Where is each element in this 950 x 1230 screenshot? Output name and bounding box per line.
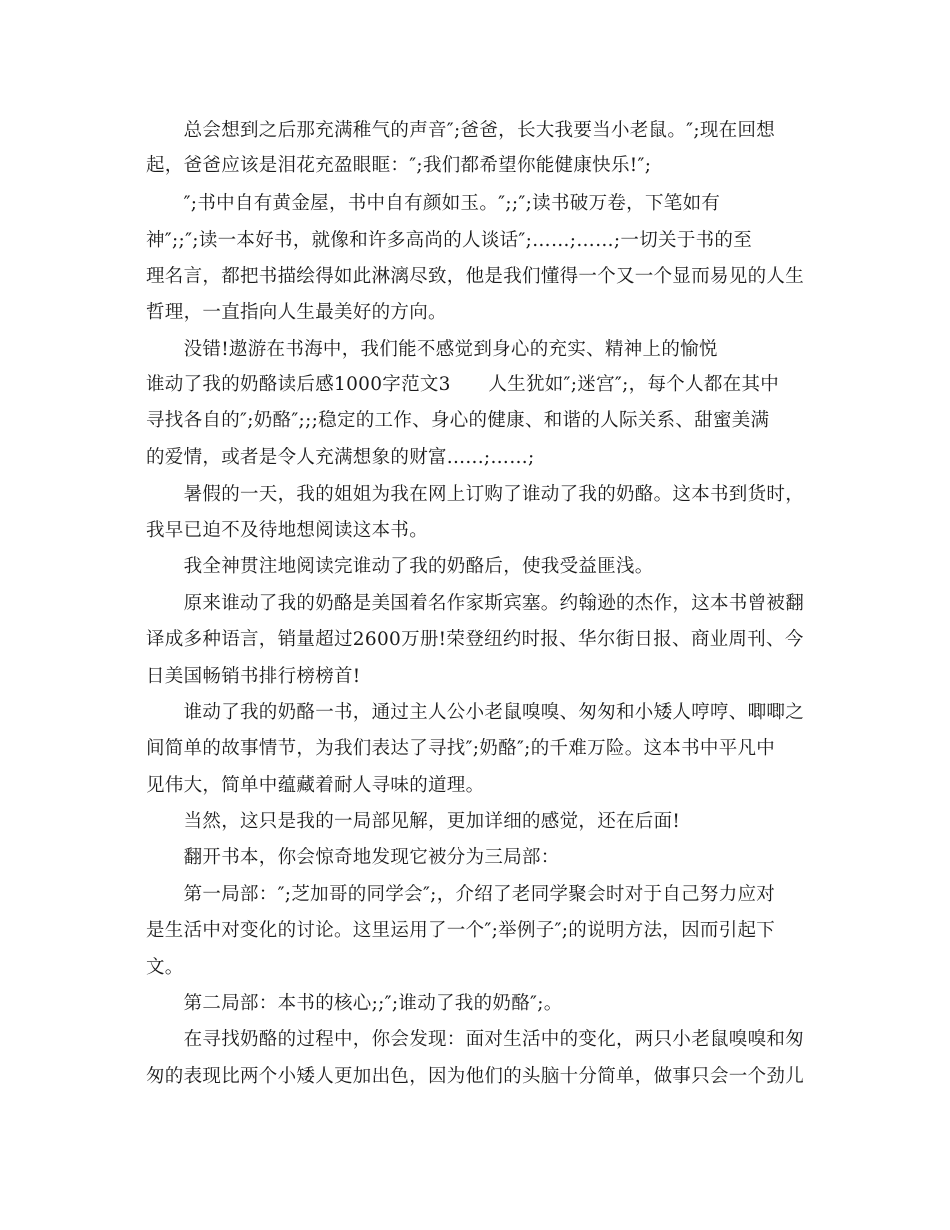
text-line: 当然，这只是我的一局部见解，更加详细的感觉，还在后面!: [146, 811, 681, 832]
text-line: 没错!遨游在书海中，我们能不感觉到身心的充实、精神上的愉悦: [146, 339, 718, 360]
text-line: 文。: [146, 957, 184, 978]
text-line: 暑假的一天，我的姐姐为我在网上订购了谁动了我的奶酪。这本书到货时，: [146, 484, 805, 505]
text-line: 起，爸爸应该是泪花充盈眼眶：″;我们都希望你能健康快乐!″;: [146, 155, 652, 176]
text-line: 第二局部：本书的核心;;″;谁动了我的奶酪″;。: [146, 993, 563, 1014]
text-line: 总会想到之后那充满稚气的声音″;爸爸，长大我要当小老鼠。″;现在回想: [146, 120, 776, 141]
text-line: 译成多种语言，销量超过2600万册!荣登纽约时报、华尔街日报、商业周刊、今: [146, 629, 804, 650]
text-line: 匆的表现比两个小矮人更加出色，因为他们的头脑十分简单，做事只会一个劲儿: [146, 1066, 805, 1087]
text-line: 的爱情，或者是令人充满想象的财富......;……;: [146, 447, 535, 468]
text-line: 翻开书本，你会惊奇地发现它被分为三局部：: [146, 847, 560, 868]
text-line: 在寻找奶酪的过程中，你会发现：面对生活中的变化，两只小老鼠嗅嗅和匆: [146, 1029, 805, 1050]
text-line: ″;书中自有黄金屋，书中自有颜如玉。″;;″;读书破万卷，下笔如有: [146, 193, 721, 214]
text-line: 谁动了我的奶酪读后感1000字范文3 人生犹如″;迷宫″;，每个人都在其中: [146, 374, 780, 395]
text-line: 是生活中对变化的讨论。这里运用了一个″;举例子″;的说明方法，因而引起下: [146, 920, 776, 941]
text-line: 寻找各自的″;奶酪″;;;稳定的工作、身心的健康、和谐的人际关系、甜蜜美满: [146, 410, 770, 431]
text-line: 日美国畅销书排行榜榜首!: [146, 666, 361, 687]
text-line: 我全神贯注地阅读完谁动了我的奶酪后，使我受益匪浅。: [146, 556, 654, 577]
text-line: 哲理，一直指向人生最美好的方向。: [146, 302, 447, 323]
text-line: 神″;;″;读一本好书，就像和许多高尚的人谈话″;……;……;一切关于书的至: [146, 230, 753, 251]
text-line: 第一局部：″;芝加哥的同学会″;，介绍了老同学聚会时对于自己努力应对: [146, 884, 776, 905]
text-line: 我早已迫不及待地想阅读这本书。: [146, 520, 429, 541]
text-line: 见伟大，简单中蕴藏着耐人寻味的道理。: [146, 775, 485, 796]
text-line: 谁动了我的奶酪一书，通过主人公小老鼠嗅嗅、匆匆和小矮人哼哼、唧唧之: [146, 702, 805, 723]
text-line: 原来谁动了我的奶酪是美国着名作家斯宾塞。约翰逊的杰作，这本书曾被翻: [146, 593, 805, 614]
text-line: 理名言，都把书描绘得如此淋漓尽致，他是我们懂得一个又一个显而易见的人生: [146, 266, 805, 287]
text-line: 间简单的故事情节，为我们表达了寻找″;奶酪″;的千难万险。这本书中平凡中: [146, 738, 776, 759]
